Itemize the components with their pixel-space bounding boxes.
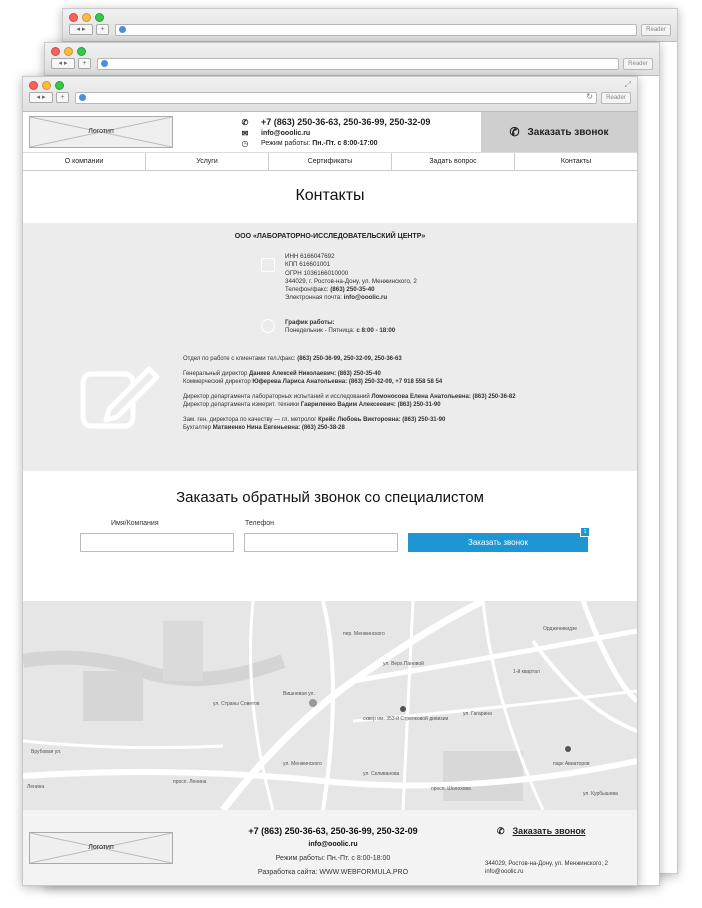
inn: ИНН 6166047692 [285, 253, 335, 260]
reload-icon[interactable]: ↻ [586, 92, 593, 101]
minimize-window-button[interactable] [64, 47, 73, 56]
map-pin-icon[interactable] [309, 699, 317, 707]
footer-address: 344029, Ростов-на-Дону, ул. Менжинского, 2 [485, 861, 608, 867]
globe-icon [119, 26, 126, 33]
address-bar[interactable] [97, 58, 619, 70]
document-icon [261, 258, 275, 272]
staff-line [183, 401, 516, 409]
new-tab-button[interactable]: + [78, 58, 91, 69]
browser-toolbar [63, 9, 677, 42]
globe-icon [101, 60, 108, 67]
zoom-window-button[interactable] [95, 13, 104, 22]
footer-developer[interactable]: Разработка сайта: WWW.WEBFORMULA.PRO [257, 869, 409, 876]
reader-button[interactable]: Reader [601, 92, 631, 104]
work-schedule [285, 319, 395, 336]
submit-call-button[interactable]: Заказать звонок [408, 533, 588, 552]
map-label: ул. Гагарина [463, 711, 492, 717]
notification-badge: 1 [580, 527, 590, 537]
minimize-window-button[interactable] [42, 81, 51, 90]
staff-line [183, 378, 516, 386]
map-label: Ордженикидзе [543, 626, 578, 632]
new-tab-button[interactable]: + [56, 92, 69, 103]
map-label: ул. Селиванова [363, 771, 400, 777]
order-call-label: Заказать звонок [527, 126, 609, 138]
staff-group [183, 416, 516, 432]
staff-role: Коммерческий директор [183, 379, 253, 385]
footer-call-label: Заказать звонок [512, 826, 586, 836]
map-label: парк Авиаторов [553, 761, 590, 767]
back-forward-buttons[interactable]: ◂ ▸ [29, 92, 53, 103]
phone-label: Телефон [245, 520, 275, 527]
site-header [23, 112, 637, 153]
map-label: ул. Менжинского [283, 761, 322, 767]
map-label: просп. Ленина [173, 779, 207, 785]
clock-icon [261, 319, 275, 333]
close-window-button[interactable] [69, 13, 78, 22]
browser-toolbar [23, 77, 637, 112]
logo-placeholder[interactable] [29, 116, 173, 148]
email-label: Электронная почта: [285, 294, 342, 302]
staff-role: Генеральный директор [183, 371, 250, 377]
schedule-title: График работы: [285, 319, 335, 326]
staff-group [183, 393, 516, 409]
phone-icon: ✆ [497, 826, 505, 836]
main-menu [23, 153, 637, 171]
callback-form [23, 471, 637, 601]
menu-item-certificates[interactable]: Сертификаты [269, 153, 392, 170]
reader-button[interactable]: Reader [623, 58, 653, 70]
company-email [285, 294, 417, 302]
map-label: пер. Менжинского [343, 631, 385, 637]
new-tab-button[interactable]: + [96, 24, 109, 35]
zoom-window-button[interactable] [55, 81, 64, 90]
company-requisites [285, 253, 417, 303]
address-bar[interactable] [115, 24, 637, 36]
browser-toolbar [45, 43, 659, 76]
envelope-icon: ✉ [241, 128, 249, 138]
menu-item-services[interactable]: Услуги [146, 153, 269, 170]
email-value[interactable]: info@ooolic.ru [343, 294, 388, 302]
map-label: Врубовая ул. [31, 749, 62, 755]
contacts-section [23, 223, 637, 471]
map-roads [23, 601, 637, 810]
staff-contact: Юферева Лариса Анатольевна: (863) 250-32-09, +7 918 558 58 54 [252, 379, 443, 385]
kpp: КПП 616601001 [285, 261, 331, 269]
footer-address-block [485, 860, 608, 876]
window-controls [69, 13, 104, 22]
map-label: ул. Страны Советов [213, 701, 260, 707]
staff-group [183, 355, 516, 363]
site-footer [23, 810, 637, 886]
map-label: ул. Верх.Пановой [383, 661, 424, 667]
company-address: 344029, г. Ростов-на-Дону, ул. Менжинского, 2 [285, 277, 417, 285]
ogrn: ОГРН 1036166010000 [285, 269, 349, 277]
name-input[interactable] [80, 533, 234, 552]
menu-item-contacts[interactable]: Контакты [560, 158, 592, 165]
staff-contact: Ломоносова Елена Анатольевна: (863) 250-36-82 [371, 394, 516, 400]
zoom-window-button[interactable] [77, 47, 86, 56]
callback-title: Заказать обратный звонок со специалистом [176, 489, 484, 506]
map-label: 1-й квартал [513, 669, 540, 675]
footer-hours: Режим работы: Пн.-Пт. с 8:00-18:00 [275, 855, 391, 862]
back-forward-buttons[interactable]: ◂ ▸ [69, 24, 93, 35]
header-hours-label: Режим работы: [261, 139, 311, 147]
staff-contact: (863) 250-36-99, 250-32-09, 250-36-63 [297, 356, 402, 362]
phone-value: (863) 250-35-40 [330, 286, 375, 294]
phone-icon: ✆ [241, 117, 249, 127]
footer-order-call-link[interactable] [497, 826, 585, 837]
footer-contacts [223, 824, 443, 880]
order-call-button[interactable] [481, 112, 637, 152]
globe-icon [79, 94, 86, 101]
header-contacts [239, 116, 430, 148]
reader-button[interactable]: Reader [641, 24, 671, 36]
map-label: Вишневая ул. [283, 691, 315, 697]
header-hours-value: Пн.-Пт. с 8:00-17:00 [312, 139, 378, 147]
header-email[interactable]: info@ooolic.ru [261, 129, 311, 137]
footer-phones: +7 (863) 250-36-63, 250-36-99, 250-32-09 [248, 826, 418, 836]
close-window-button[interactable] [29, 81, 38, 90]
staff-contact: Матвиенко Нина Евгеньевна: (863) 250-38-28 [212, 425, 345, 431]
company-name: ООО «ЛАБОРАТОРНО-ИССЛЕДОВАТЕЛЬСКИЙ ЦЕНТР» [234, 233, 426, 240]
browser-window [22, 76, 638, 886]
staff-contact: Данкев Алексей Николаевич: (863) 250-35-40 [249, 371, 381, 377]
edit-pencil-icon [79, 364, 159, 434]
address-bar[interactable] [75, 92, 597, 104]
map-label: ул. Курбышева [583, 791, 618, 797]
staff-line [183, 370, 516, 378]
staff-role: Бухгалтер [183, 425, 213, 431]
staff-line [183, 393, 516, 401]
header-phones: +7 (863) 250-36-63, 250-36-99, 250-32-09 [261, 117, 431, 127]
company-phone [285, 286, 417, 294]
staff-contact: Крейс Любовь Викторовна: (863) 250-31-90 [318, 417, 446, 423]
schedule-days: Понедельник - Пятница: [285, 327, 355, 335]
schedule-line [285, 327, 395, 335]
staff-contact: Гавриленко Вадим Алексеевич: (863) 250-31-90 [300, 402, 441, 408]
fullscreen-icon[interactable]: ⤢ [624, 80, 631, 89]
window-controls [29, 81, 64, 90]
phone-label: Телефон/факс: [285, 286, 329, 294]
map-label: Ленина [27, 784, 45, 790]
logo-label: Логотип [88, 128, 114, 135]
map-label: просп. Шолохова [431, 786, 471, 792]
map[interactable] [23, 601, 637, 810]
page-title: Контакты [295, 187, 365, 204]
map-label: сквер им. 353-й Стрелковой дивизии [363, 716, 449, 722]
menu-item-about[interactable]: О компании [23, 153, 146, 170]
close-window-button[interactable] [51, 47, 60, 56]
staff-contacts [183, 355, 516, 439]
staff-group [183, 370, 516, 386]
back-forward-buttons[interactable]: ◂ ▸ [51, 58, 75, 69]
footer-email[interactable]: info@ooolic.ru [308, 841, 358, 848]
schedule-time: с 8:00 - 18:00 [356, 327, 396, 335]
staff-role: Отдел по работе с клиентами тел./факс: [183, 356, 298, 362]
window-controls [51, 47, 86, 56]
footer-email2[interactable]: info@ooolic.ru [485, 869, 524, 875]
minimize-window-button[interactable] [82, 13, 91, 22]
footer-logo-label: Логотип [88, 844, 114, 851]
staff-line [183, 416, 516, 424]
staff-line [183, 355, 516, 363]
footer-logo-placeholder[interactable] [29, 832, 173, 864]
staff-role: Директор департамента измерит. техники [183, 402, 301, 408]
name-label: Имя/Компания [111, 520, 159, 527]
staff-line [183, 424, 516, 432]
menu-item-ask-question[interactable]: Задать вопрос [392, 153, 515, 170]
phone-icon: ✆ [509, 125, 520, 139]
phone-input[interactable] [244, 533, 398, 552]
clock-icon: ◷ [241, 138, 249, 148]
staff-role: Директор департамента лабораторных испытаний и исследований [183, 394, 372, 400]
staff-role: Зам. ген. директора по качеству — гл. метролог [183, 417, 319, 423]
